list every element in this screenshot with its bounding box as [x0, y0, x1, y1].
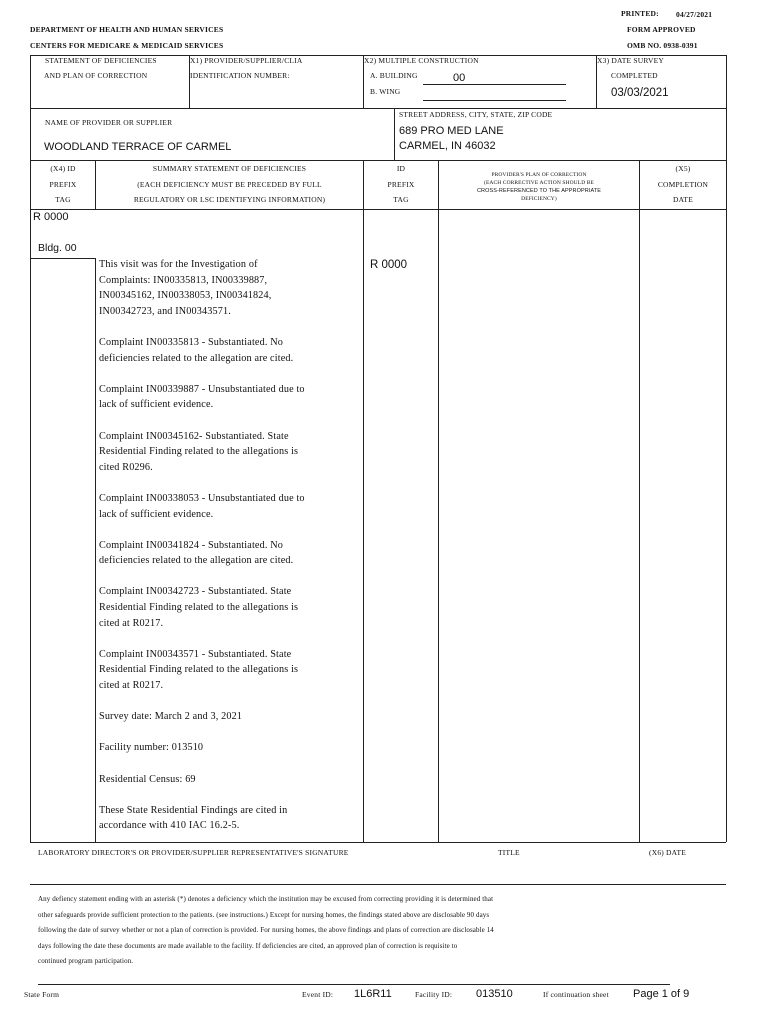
summary-paragraph [99, 740, 361, 756]
x6-date-label: (X6) DATE [649, 848, 687, 857]
address-line-1: 689 PRO MED LANE [399, 125, 504, 137]
event-id-value: 1L6R11 [354, 988, 392, 1000]
summary-line: Complaint IN00339887 - Unsubstantiated due to [99, 383, 305, 395]
summary-paragraph [99, 538, 361, 569]
rule-v-address [394, 108, 395, 160]
summary-line: deficiencies related to the allegation are cited. [99, 555, 294, 567]
page-number: Page 1 of 9 [633, 988, 690, 1000]
x4-header-3: TAG [55, 195, 71, 204]
summary-line: cited at R0217. [99, 680, 164, 692]
wing-label: B. WING [370, 87, 401, 96]
rule-provider-bottom [30, 160, 726, 161]
building-tag: Bldg. 00 [38, 242, 77, 254]
x3-label-1: X3) DATE SURVEY [597, 56, 664, 65]
summary-line: Residential Finding related to the allegations is [99, 664, 299, 676]
summary-header-2: (EACH DEFICIENCY MUST BE PRECEDED BY FULL [137, 180, 322, 189]
plan-header-2: (EACH CORRECTIVE ACTION SHOULD BE [484, 180, 594, 186]
x1-label-2: IDENTIFICATION NUMBER: [190, 71, 290, 80]
summary-paragraph [99, 257, 361, 319]
provider-name-label: NAME OF PROVIDER OR SUPPLIER [45, 118, 173, 127]
summary-line: Survey date: March 2 and 3, 2021 [99, 711, 243, 723]
facility-id-label: Facility ID: [415, 990, 453, 999]
address-line-2: CARMEL, IN 46032 [399, 140, 496, 152]
summary-line: cited R0296. [99, 461, 153, 473]
summary-paragraph [99, 709, 361, 725]
event-id-label: Event ID: [302, 990, 334, 999]
building-label: A. BUILDING [370, 71, 418, 80]
statement-label-2: AND PLAN OF CORRECTION [44, 71, 148, 80]
summary-line: Complaint IN00343571 - Substantiated. State [99, 648, 292, 660]
footnote [38, 892, 718, 970]
left-tag: R 0000 [33, 211, 69, 223]
id-header-1: ID [396, 164, 406, 173]
survey-completed-date: 03/03/2021 [611, 87, 669, 99]
footer-rule [38, 984, 670, 985]
summary-line: lack of sufficient evidence. [99, 399, 214, 411]
summary-line: lack of sufficient evidence. [99, 508, 214, 520]
plan-header-3: CROSS-REFERENCED TO THE APPROPRIATE [476, 188, 602, 194]
centers-heading: CENTERS FOR MEDICARE & MEDICAID SERVICES [30, 41, 224, 50]
summary-paragraph [99, 382, 361, 413]
plan-header-1: PROVIDER'S PLAN OF CORRECTION [491, 172, 587, 178]
rule-provider-top [30, 108, 726, 109]
summary-header-3: REGULATORY OR LSC IDENTIFYING INFORMATION) [133, 195, 326, 204]
footnote-line: Any defiency statement ending with an asterisk (*) denotes a deficiency which the institution may be excused from correcting providing it is determined that [38, 895, 494, 903]
omb-number: OMB NO. 0938-0391 [627, 41, 698, 50]
summary-line: Residential Census: 69 [99, 773, 196, 785]
summary-paragraph [99, 335, 361, 366]
rule-signature-bottom [30, 884, 726, 885]
summary-line: Complaint IN00341824 - Substantiated. No [99, 539, 283, 551]
rule-v-col2 [363, 160, 364, 842]
summary-line: Residential Finding related to the allegations is [99, 602, 299, 614]
summary-line: Complaint IN00342723 - Substantiated. State [99, 586, 292, 598]
building-value: 00 [453, 72, 466, 84]
state-form-label: State Form [24, 990, 60, 999]
summary-paragraph [99, 584, 361, 631]
summary-line: This visit was for the Investigation of [99, 259, 258, 270]
address-label: STREET ADDRESS, CITY, STATE, ZIP CODE [399, 110, 553, 119]
wing-underline [423, 100, 566, 101]
title-label: TITLE [498, 848, 520, 857]
rule-left-body [30, 209, 31, 842]
summary-paragraph [99, 491, 361, 522]
summary-line: These State Residential Findings are cited in [99, 804, 288, 816]
id-header-2: PREFIX [387, 180, 415, 189]
department-heading: DEPARTMENT OF HEALTH AND HUMAN SERVICES [30, 25, 224, 34]
summary-line: accordance with 410 IAC 16.2-5. [99, 820, 240, 832]
x1-label-1: X1) PROVIDER/SUPPLIER/CLIA [190, 56, 303, 65]
statement-label-1: STATEMENT OF DEFICIENCIES [45, 56, 157, 65]
footnote-line: other safeguards provide sufficient protection to the patients. (see instructions.) Except for nursing homes, the findings stated above are disclosable 90 days [38, 910, 490, 919]
summary-header-1: SUMMARY STATEMENT OF DEFICIENCIES [152, 164, 307, 173]
facility-id-value: 013510 [476, 988, 513, 1000]
summary-line: Complaints: IN00335813, IN00339887, [99, 274, 268, 286]
summary-line: deficiencies related to the allegation are cited. [99, 352, 294, 364]
plan-header-4: DEFICIENCY) [521, 196, 557, 202]
rule-tag-box-bottom [30, 258, 96, 259]
summary-line: Residential Finding related to the allegations is [99, 446, 299, 458]
x5-header-1: (X5) [675, 164, 691, 173]
footnote-line: days following the date these documents are made available to the facility. If deficiencies are cited, an approved plan of correction is requisite to [38, 941, 458, 950]
form-approved: FORM APPROVED [627, 25, 696, 34]
signature-label: LABORATORY DIRECTOR'S OR PROVIDER/SUPPLIER REPRESENTATIVE'S SIGNATURE [38, 848, 349, 857]
x5-header-3: DATE [673, 195, 693, 204]
summary-paragraph [99, 429, 361, 476]
rule-v-col3 [438, 160, 439, 842]
summary-paragraph [99, 803, 361, 834]
summary-paragraph [99, 772, 361, 788]
id-header-3: TAG [393, 195, 409, 204]
summary-line: Complaint IN00345162- Substantiated. State [99, 430, 289, 442]
rule-v-col4 [639, 160, 640, 842]
x4-header-2: PREFIX [49, 180, 77, 189]
printed-label: PRINTED: [621, 9, 659, 18]
rule-right [726, 55, 727, 842]
summary-line: IN00345162, IN00338053, IN00341824, [99, 290, 272, 302]
x5-header-2: COMPLETION [657, 180, 709, 189]
right-tag: R 0000 [370, 259, 408, 271]
building-underline [423, 84, 566, 85]
summary-paragraph [99, 647, 361, 694]
rule-v-col1-body [95, 258, 96, 842]
footnote-line: following the date of survey whether or not a plan of correction is provided. For nursing homes, the above findings and plans of correction are disclosable 14 [38, 926, 494, 934]
summary-line: Complaint IN00335813 - Substantiated. No [99, 336, 283, 348]
x3-label-2: COMPLETED [611, 71, 658, 80]
x2-label: X2) MULTIPLE CONSTRUCTION [364, 56, 479, 65]
summary-line: Complaint IN00338053 - Unsubstantiated due to [99, 492, 305, 504]
rule-colhead-bottom [30, 209, 726, 210]
printed-date: 04/27/2021 [676, 10, 713, 19]
summary-line: IN00342723, and IN00343571. [99, 305, 231, 317]
summary-line: cited at R0217. [99, 617, 164, 629]
x4-header-1: (X4) ID [50, 164, 76, 173]
continuation-label: If continuation sheet [543, 990, 609, 999]
provider-name: WOODLAND TERRACE OF CARMEL [44, 141, 232, 153]
summary-line: Facility number: 013510 [99, 742, 204, 754]
footnote-line: continued program participation. [38, 957, 134, 965]
deficiency-summary [99, 257, 361, 850]
